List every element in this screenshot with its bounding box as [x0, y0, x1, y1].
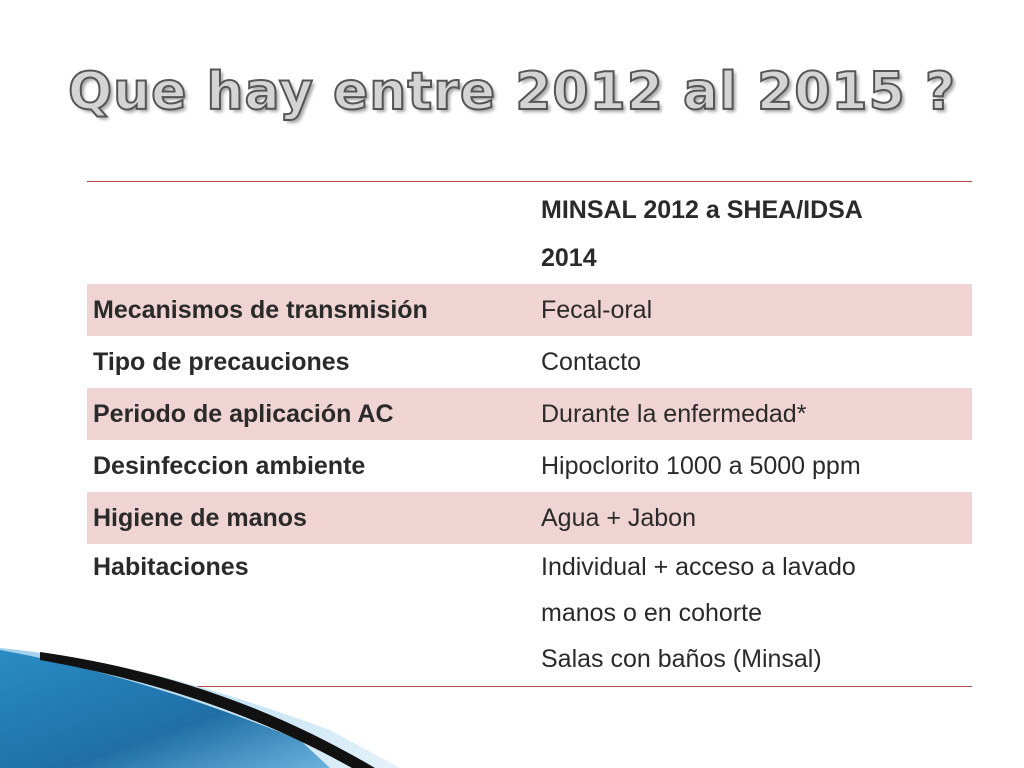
row-label: Desinfeccion ambiente — [93, 452, 366, 480]
header-value-line: MINSAL 2012 a SHEA/IDSA — [541, 196, 863, 224]
header-label-cell — [87, 182, 529, 285]
row-value-line: Agua + Jabon — [541, 504, 696, 532]
table-row — [87, 440, 972, 492]
row-value-line: Hipoclorito 1000 a 5000 ppm — [541, 452, 861, 480]
row-value — [529, 336, 972, 388]
header-value-line: 2014 — [541, 244, 597, 272]
row-value — [529, 544, 972, 687]
comparison-table — [87, 181, 972, 687]
row-label: Habitaciones — [93, 553, 249, 581]
row-value — [529, 440, 972, 492]
header-value-cell — [529, 182, 972, 285]
row-value-line: Individual + acceso a lavado — [541, 553, 856, 581]
row-value-line: Contacto — [541, 348, 642, 376]
table-row — [87, 492, 972, 544]
slide-title: Que hay entre 2012 al 2015 ? — [67, 62, 957, 122]
row-value-line: Salas con baños (Minsal) — [541, 645, 822, 673]
row-label: Periodo de aplicación AC — [87, 388, 529, 440]
table-row — [87, 336, 972, 388]
row-value — [529, 388, 972, 440]
row-value-line: Fecal-oral — [541, 296, 653, 324]
row-value-line: Durante la enfermedad* — [541, 400, 807, 428]
row-value-line: manos o en cohorte — [541, 599, 762, 627]
row-label: Higiene de manos — [87, 492, 529, 544]
row-value — [529, 284, 972, 336]
table-row — [87, 544, 972, 687]
row-value — [529, 492, 972, 544]
row-label: Mecanismos de transmisión — [87, 284, 529, 336]
table-row — [87, 388, 972, 440]
row-label: Tipo de precauciones — [93, 348, 350, 376]
table-header-row — [87, 182, 972, 285]
table-row — [87, 284, 972, 336]
